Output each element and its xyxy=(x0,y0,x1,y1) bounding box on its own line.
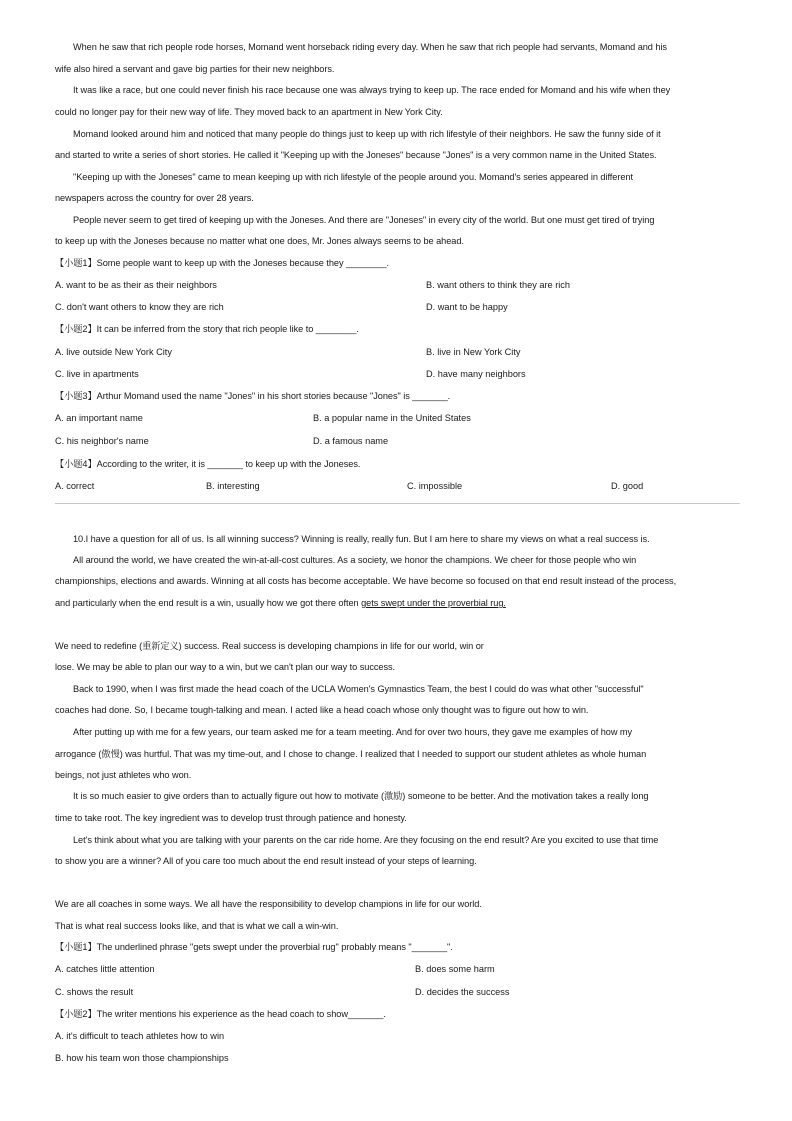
option-c[interactable]: C. live in apartments xyxy=(55,369,139,379)
passage1-line: newspapers across the country for over 28 years. xyxy=(55,193,254,203)
option-d[interactable]: D. want to be happy xyxy=(426,302,508,312)
passage2-text: and particularly when the end result is a win, usually how we got there often xyxy=(55,598,362,608)
passage1-line: When he saw that rich people rode horses, Momand went horseback riding every day. When he saw that rich people had servants, Momand and his xyxy=(73,42,667,52)
passage1-line: People never seem to get tired of keeping up with the Joneses. And there are "Joneses" in every city of the world. But one must get tired of trying xyxy=(73,215,655,225)
passage2-line: After putting up with me for a few years, our team asked me for a team meeting. And for over two hours, they gave me examples of how my xyxy=(73,727,633,737)
option-b[interactable]: B. a popular name in the United States xyxy=(313,413,471,423)
passage2-line: to show you are a winner? All of you care too much about the end result instead of your steps of learning. xyxy=(55,856,477,866)
option-c[interactable]: C. his neighbor's name xyxy=(55,436,149,446)
passage2-line: We need to redefine (重新定义) success. Real success is developing champions in life for our world, win or xyxy=(55,641,484,651)
option-a[interactable]: A. want to be as their as their neighbors xyxy=(55,280,217,290)
option-b[interactable]: B. live in New York City xyxy=(426,347,521,357)
section-divider xyxy=(55,503,740,504)
option-d[interactable]: D. a famous name xyxy=(313,436,389,446)
passage2-line: coaches had done. So, I became tough-talking and mean. I acted like a head coach whose only thought was to figure out how to win. xyxy=(55,705,589,715)
passage1-line: could no longer pay for their new way of life. They moved back to an apartment in New York City. xyxy=(55,107,443,117)
option-b[interactable]: B. how his team won those championships xyxy=(55,1053,229,1063)
passage2-line: beings, not just athletes who won. xyxy=(55,770,192,780)
option-c[interactable]: C. shows the result xyxy=(55,987,134,997)
passage1-line: and started to write a series of short stories. He called it "Keeping up with the Joneses" because "Jones" is a very common name in the United States. xyxy=(55,150,657,160)
passage2-line: Back to 1990, when I was first made the head coach of the UCLA Women's Gymnastics Team, the best I could do was what other "successful" xyxy=(73,684,644,694)
option-a[interactable]: A. it's difficult to teach athletes how to win xyxy=(55,1031,225,1041)
passage1-line: Momand looked around him and noticed that many people do things just to keep up with rich lifestyle of their neighbors. He saw the funny side of it xyxy=(73,129,661,139)
option-b[interactable]: B. want others to think they are rich xyxy=(426,280,571,290)
passage1-line: "Keeping up with the Joneses" came to mean keeping up with rich lifestyle of the people around you. Momand's series appeared in different xyxy=(73,172,633,182)
option-b[interactable]: B. does some harm xyxy=(415,964,495,974)
question-stem: 【小题4】According to the writer, it is _______ to keep up with the Joneses. xyxy=(55,459,361,469)
option-b[interactable]: B. interesting xyxy=(206,481,260,491)
passage2-line xyxy=(55,597,745,610)
passage2-line: We are all coaches in some ways. We all have the responsibility to develop champions in life for our world. xyxy=(55,899,482,909)
passage2-line: lose. We may be able to plan our way to a win, but we can't plan our way to success. xyxy=(55,662,396,672)
passage2-line: 10.I have a question for all of us. Is all winning success? Winning is really, really fun. But I am here to share my views on what a real success is. xyxy=(73,534,650,544)
passage1-line: It was like a race, but one could never finish his race because one was always trying to keep up. The race ended for Momand and his wife when they xyxy=(73,85,671,95)
passage1-line: wife also hired a servant and gave big parties for their new neighbors. xyxy=(55,64,335,74)
passage1-line: to keep up with the Joneses because no matter what one does, Mr. Jones always seems to be ahead. xyxy=(55,236,464,246)
underlined-phrase: gets swept under the proverbial rug. xyxy=(361,598,506,608)
option-a[interactable]: A. catches little attention xyxy=(55,964,155,974)
question-stem: 【小题2】It can be inferred from the story that rich people like to ________. xyxy=(55,324,359,334)
question-stem: 【小题2】The writer mentions his experience as the head coach to show_______. xyxy=(55,1009,386,1019)
passage2-line: championships, elections and awards. Winning at all costs has become acceptable. We have become so focused on that end result instead of the process, xyxy=(55,576,677,586)
question-stem: 【小题1】The underlined phrase "gets swept under the proverbial rug" probably means "_______". xyxy=(55,942,453,952)
question-stem: 【小题3】Arthur Momand used the name "Jones" in his short stories because "Jones" is _______. xyxy=(55,391,451,401)
option-d[interactable]: D. have many neighbors xyxy=(426,369,526,379)
passage2-line: It is so much easier to give orders than to actually figure out how to motivate (激励) someone to be better. And the motivation takes a really long xyxy=(73,791,649,801)
option-a[interactable]: A. an important name xyxy=(55,413,143,423)
passage2-line: arrogance (傲慢) was hurtful. That was my time-out, and I chose to change. I realized that I needed to support our student athletes as whole human xyxy=(55,749,647,759)
option-a[interactable]: A. correct xyxy=(55,481,95,491)
passage2-line: That is what real success looks like, and that is what we call a win-win. xyxy=(55,921,339,931)
passage2-line: Let's think about what you are talking with your parents on the car ride home. Are they focusing on the end result? Are you excited to use that time xyxy=(73,835,659,845)
option-c[interactable]: C. don't want others to know they are rich xyxy=(55,302,224,312)
passage2-line: time to take root. The key ingredient was to develop trust through patience and honesty. xyxy=(55,813,407,823)
option-d[interactable]: D. decides the success xyxy=(415,987,510,997)
option-a[interactable]: A. live outside New York City xyxy=(55,347,172,357)
question-stem: 【小题1】Some people want to keep up with the Joneses because they ________. xyxy=(55,258,390,268)
passage2-line: All around the world, we have created the win-at-all-cost cultures. As a society, we honor the champions. We cheer for those people who win xyxy=(73,555,637,565)
option-c[interactable]: C. impossible xyxy=(407,481,463,491)
option-d[interactable]: D. good xyxy=(611,481,644,491)
